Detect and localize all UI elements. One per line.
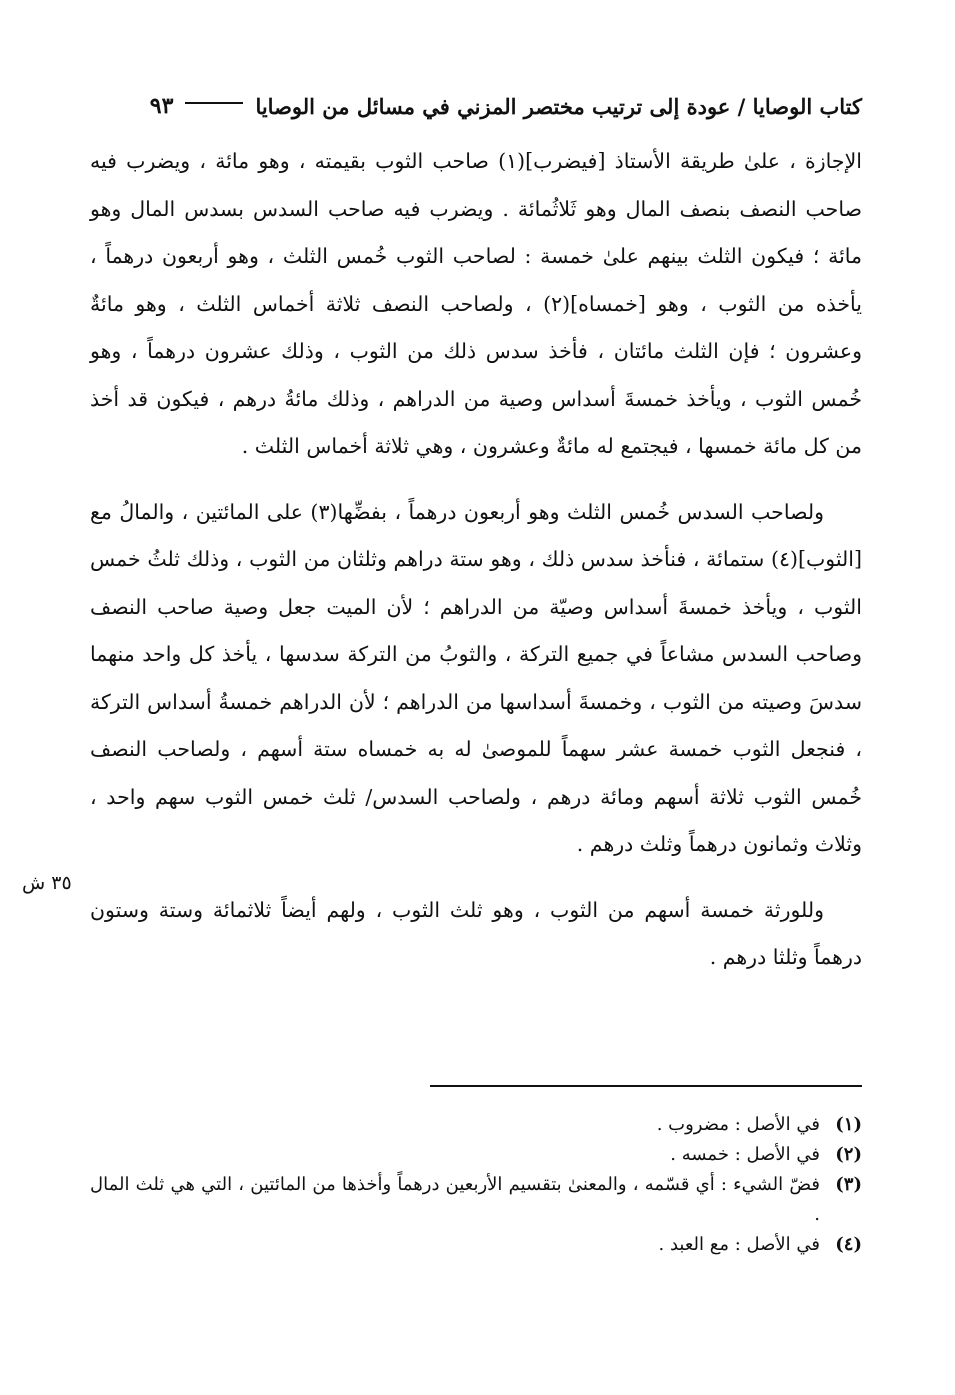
footnote <box>90 1170 862 1230</box>
running-header <box>90 88 862 124</box>
footnote <box>90 1230 862 1260</box>
paragraph-2: ولصاحب السدس خُمس الثلث وهو أربعون درهماً ، بفضِّها(٣) على المائتين ، والمالُ مع [الثوب](٤) ستمائة ، فنأخذ سدس ذلك ، وهو ستة دراهم وثلثان من الثوب ، وذلك ثلثُ خمس الثوب ، ويأخذ خمسةَ أسداس وصيّة من الدراهم ؛ لأن الميت جعل وصية صاحب النصف وصاحب السدس مشاعاً في جميع التركة ، والثوبُ من التركة سدسها ، يأخذ كل واحد منهما سدسَ وصيته من الثوب ، وخمسةَ أسداسها من الدراهم ؛ لأن الدراهم خمسةُ أسداس التركة ، فنجعل الثوب خمسة عشر سهماً للموصىٰ له به خمساه ستة أسهم ، ولصاحب النصف خُمس الثوب ثلاثة أسهم ومائة درهم ، ولصاحب السدس/ ثلث خمس الثوب سهم واحد ، وثلاث وثمانون درهماً وثلث درهم . <box>90 499 862 856</box>
footnote-text: في الأصل : مضروب . <box>656 1114 820 1135</box>
page-number: ٩٣ <box>149 93 174 119</box>
paragraph-3: وللورثة خمسة أسهم من الثوب ، وهو ثلث الثوب ، ولهم أيضاً ثلاثمائة وستة وستون درهماً وثلثا درهم . <box>90 897 862 969</box>
footnote-text: في الأصل : خمسه . <box>670 1144 820 1165</box>
footnote-text: في الأصل : مع العبد . <box>658 1234 820 1255</box>
footnote <box>90 1110 862 1140</box>
footnote-number: (٤) <box>835 1234 862 1255</box>
footnote <box>90 1140 862 1170</box>
paragraph-1: الإجازة ، علىٰ طريقة الأستاذ [فيضرب](١) صاحب الثوب بقيمته ، وهو مائة ، ويضرب فيه صاحب النصف بنصف المال وهو ثَلاثُمائة . ويضرب فيه صاحب السدس بسدس المال وهو مائة ؛ فيكون الثلث بينهم علىٰ خمسة : لصاحب الثوب خُمس الثلث ، وهو أربعون درهماً ، يأخذه من الثوب ، وهو [خمساه](٢) ، ولصاحب النصف ثلاثة أخماس الثلث ، وهو مائةٌ وعشرون ؛ فإن الثلث مائتان ، فأخذ سدس ذلك من الثوب ، وذلك عشرون درهماً ، وهو خُمس الثوب ، ويأخذ خمسةَ أسداس وصية من الدراهم ، وذلك مائةُ درهم ، فيكون قد أخذ من كل مائة خمسها ، فيجتمع له مائةٌ وعشرون ، وهي ثلاثة أخماس الثلث . <box>90 149 862 458</box>
footnotes <box>90 1110 862 1260</box>
footnote-number: (٣) <box>835 1174 862 1195</box>
footnote-text: فضّ الشيء : أي قسّمه ، والمعنىٰ بتقسيم الأربعين درهماً وأخذها من المائتين ، التي هي ثلث المال . <box>90 1174 820 1225</box>
header-rule <box>185 102 243 104</box>
footnote-separator <box>430 1085 862 1087</box>
header-title: كتاب الوصايا / عودة إلى ترتيب مختصر المزني في مسائل من الوصايا <box>255 93 862 119</box>
footnote-number: (٢) <box>835 1144 862 1165</box>
footnote-number: (١) <box>835 1114 862 1135</box>
main-text <box>90 138 862 982</box>
margin-folio-note: ٣٥ ش <box>22 872 72 894</box>
